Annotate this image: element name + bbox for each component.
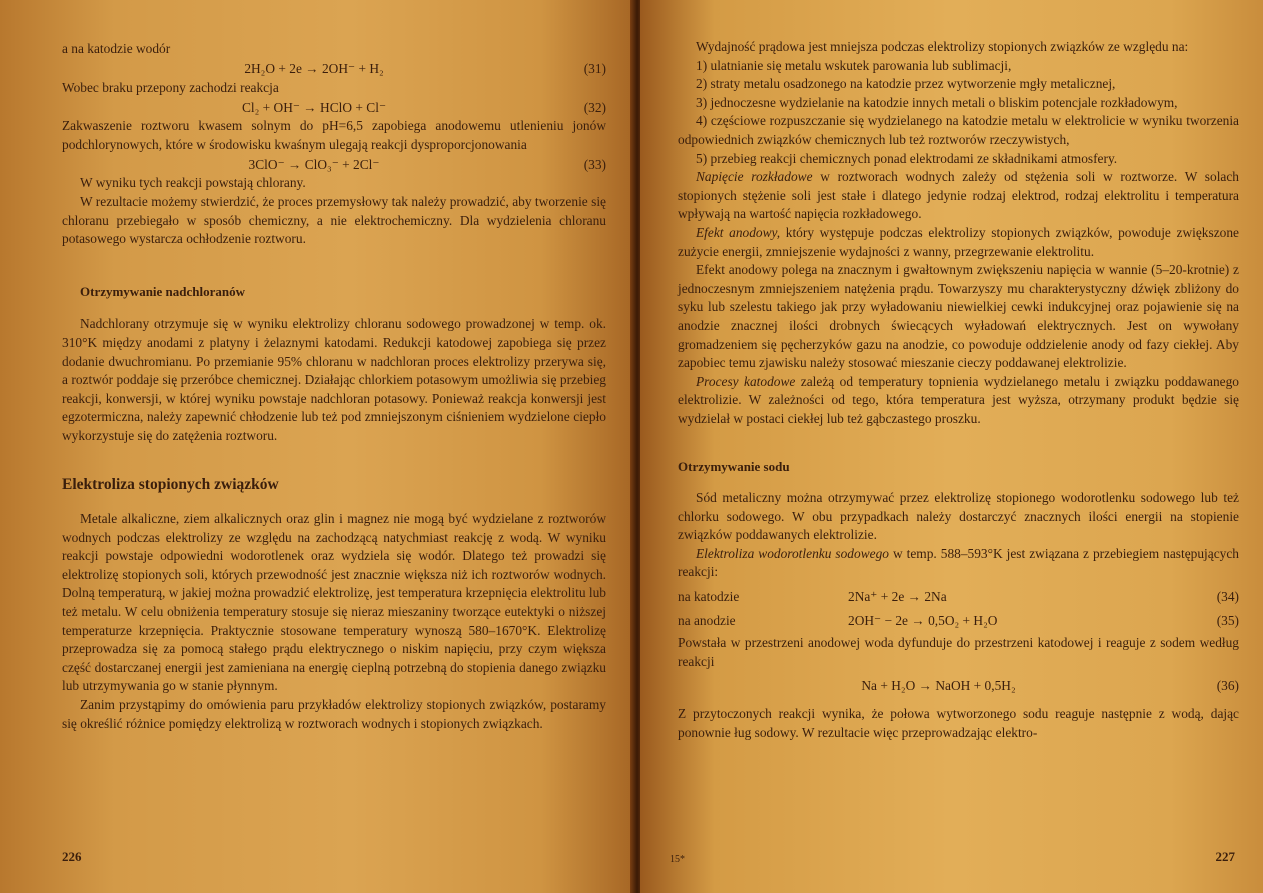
list-item: 5) przebieg reakcji chemicznych ponad elektrodami ze składnikami atmosfery. (696, 150, 1118, 166)
paragraph: Powstała w przestrzeni anodowej woda dyfunduje do przestrzeni katodowej i reaguje z sodem według reakcji (678, 635, 1239, 669)
paragraph: Metale alkaliczne, ziem alkalicznych oraz glin i magnez nie mogą być wydzielane z roztworów wodnych podczas elektrolizy ze względu na zachodzącą natychmiast reakcję z wodą. W wyniku reakcji powstaje odpowiedni wodorotlenek oraz wydziela się wodór. Dlatego też prowadzi się elektrolizę stopionych soli, których przewodność jest znacznie większa niż ich roztworów wodnych. Dolną temperaturą, w jakiej można prowadzić elektrolizę, jest temperatura krzepnięcia elektrolitu lub też metalu. W celu obniżenia temperatury stosuje się nieraz mieszaniny tworzące eutektyki o niższej temperaturze krzepnięcia. Praktycznie stosowane temperatury wynoszą 580–1670°K. Elektrolizę przeprowadza się za pomocą stałego prądu elektrycznego o niskim napięciu, przy czym większa część dostarczanej energii jest zamieniana na energię cieplną potrzebną do stopienia danego związku lub utrzymywania go w stanie płynnym. (62, 511, 606, 694)
paragraph: W rezultacie możemy stwierdzić, że proces przemysłowy tak należy prowadzić, aby tworzenie się chloranu przebiegało w sposób chemiczny, a nie elektrochemiczny. Dla wydzielenia chloranu potasowego wystarcza ochłodzenie roztworu. (62, 193, 606, 247)
equation-34 (678, 586, 1239, 606)
equation-number: (34) (1216, 588, 1239, 604)
equation-side-label: na anodzie (678, 612, 736, 628)
text-line: a na katodzie wodór (62, 41, 171, 56)
page-number: 227 (1215, 849, 1235, 864)
equation-number: (32) (583, 99, 606, 115)
paragraph-text: zależą od temperatury topnienia wydzielanego metalu i związku poddawanego elektrolizie. W zależności od tego, która temperatura jest wyższa, otrzymany produkt będzie się wydzielał w postaci ciekłej lub też gąbczastego proszku. (678, 373, 1239, 426)
paragraph (678, 224, 1239, 261)
equation-formula: 2H₂O + 2e → 2OH⁻ + H₂ (244, 61, 384, 77)
list-item: 4) częściowe rozpuszczanie się wydzielanego na katodzie metalu w elektrolicie w wyniku tworzenia odpowiednich związków chemicznych lub też roztworów rzeczywistych, (678, 113, 1239, 147)
equation-number: (31) (583, 61, 606, 77)
right-page (640, 0, 1263, 893)
text-line: Wobec braku przepony zachodzi reakcja (62, 79, 279, 95)
paragraph: Z przytoczonych reakcji wynika, że połowa wytworzonego sodu reaguje następnie z wodą, dając ponownie ług sodowy. W rezultacie więc przeprowadzając elektro- (678, 706, 1239, 740)
paragraph: Sód metaliczny można otrzymywać przez elektrolizę stopionego wodorotlenku sodowego lub też chlorku sodowego. W obu przypadkach należy dostarczyć znacznych ilości energii na stopienie związków poddawanych elektrolizie. (678, 490, 1239, 543)
equation-formula: Na + H₂O → NaOH + 0,5H₂ (861, 677, 1016, 693)
paragraph: Efekt anodowy polega na znacznym i gwałtownym zwiększeniu napięcia w wannie (5–20-krotnie) z jednoczesnym zmniejszeniem natężenia prądu. Towarzyszy mu charakterystyczny dźwięk zbliżony do syku lub szelestu takiego jak przy wyładowaniu niewielkiej cewki indukcyjnej oraz pojawienie się na anodzie znacznej ilości drobnych świecących wyładowań elektrycznych. Jest on wywołany gromadzeniem się pęcherzyków gazu na anodzie, co powoduje oddzielenie anody od fazy ciekłej. Aby zapobiec temu zjawisku należy stosować mieszanie cieczy poddawanej elektrolizie. (678, 262, 1239, 371)
paragraph: Zanim przystąpimy do omówienia paru przykładów elektrolizy stopionych związków, postaramy się określić różnice pomiędzy elektrolizą w roztworach wodnych i stopionych związkach. (62, 697, 606, 731)
emphasis: Procesy katodowe (696, 373, 796, 389)
paragraph-text: w roztworach wodnych zależy od stężenia soli w roztworze. W solach stopionych stężenie soli jest stałe i dlatego jedynie rodzaj elektrod, rodzaj elektrolitu i temperatura wpływają na wartość napięcia rozkładowego. (678, 169, 1239, 222)
list-item: 1) ulatnianie się metalu wskutek parowania lub sublimacji, (696, 57, 1012, 73)
paragraph: Nadchlorany otrzymuje się w wyniku elektrolizy chloranu sodowego prowadzonej w temp. ok. 310°K między anodami z platyny i żelaznymi katodami. Redukcji katodowej zapobiega się przez dodanie dwuchromianu. Po przemianie 95% chloranu w nadchloran proces elektrolizy przerywa się, a roztwór poddaje się przeróbce chemicznej. Działając chlorkiem potasowym umożliwia się przebieg reakcji, konwersji, w której wyniku powstaje nadchloran potasowy. Ponieważ reakcja konwersji jest egzotermiczna, należy zapewnić chłodzenie lub też pod zmniejszonym ciśnieniem wydzielone ciepło wykorzystuje się do zatężenia roztworu. (62, 316, 606, 443)
list-item: 2) straty metalu osadzonego na katodzie przez wytworzenie mgły metalicznej, (696, 76, 1116, 92)
equation-36 (678, 675, 1239, 695)
paragraph: Wydajność prądowa jest mniejsza podczas elektrolizy stopionych związków ze względu na: (696, 39, 1189, 54)
paragraph-text: który występuje podczas elektrolizy stopionych związków, powoduje zwiększone zużycie energii, zmniejszenie wydajności z wanny, przegrzewanie elektrolitu. (678, 224, 1239, 259)
section-subheading: Otrzymywanie nadchloranów (80, 283, 246, 299)
equation-number: (33) (583, 156, 606, 172)
equation-formula: 2OH⁻ − 2e → 0,5O₂ + H₂O (848, 612, 998, 628)
paragraph (678, 168, 1239, 224)
paragraph (678, 373, 1239, 429)
equation-side-label: na katodzie (678, 588, 740, 604)
section-heading: Elektroliza stopionych związków (62, 475, 279, 493)
equation-formula: Cl₂ + OH⁻ → HClO + Cl⁻ (241, 99, 387, 115)
equation-35 (678, 610, 1239, 630)
equation-number: (36) (1216, 677, 1239, 693)
equation-number: (35) (1216, 612, 1239, 628)
paragraph: Zakwaszenie roztworu kwasem solnym do pH=6,5 zapobiega anodowemu utlenieniu jonów podchlorynowych, które w środowisku kwaśnym ulegają reakcji dysproporcjonowania (62, 118, 606, 152)
equation-31 (62, 59, 606, 79)
equation-formula: 2Na⁺ + 2e → 2Na (848, 588, 947, 604)
emphasis: Napięcie rozkładowe (696, 169, 813, 185)
equation-formula: 3ClO⁻ → ClO₃⁻ + 2Cl⁻ (248, 156, 380, 172)
paragraph (678, 545, 1239, 582)
equation-33 (62, 154, 606, 174)
paragraph-text: w temp. 588–593°K jest związana z przebiegiem następujących reakcji: (678, 545, 1239, 580)
paragraph: W wyniku tych reakcji powstają chlorany. (80, 175, 306, 191)
signature-mark: 15* (670, 854, 685, 865)
page-number: 226 (62, 849, 82, 864)
equation-32 (62, 97, 606, 117)
emphasis: Elektroliza wodorotlenku sodowego (696, 545, 889, 561)
section-subheading: Otrzymywanie sodu (678, 459, 790, 475)
emphasis: Efekt anodowy, (696, 224, 781, 240)
list-item: 3) jednoczesne wydzielanie na katodzie innych metali o bliskim potencjale rozkładowym, (696, 94, 1178, 110)
